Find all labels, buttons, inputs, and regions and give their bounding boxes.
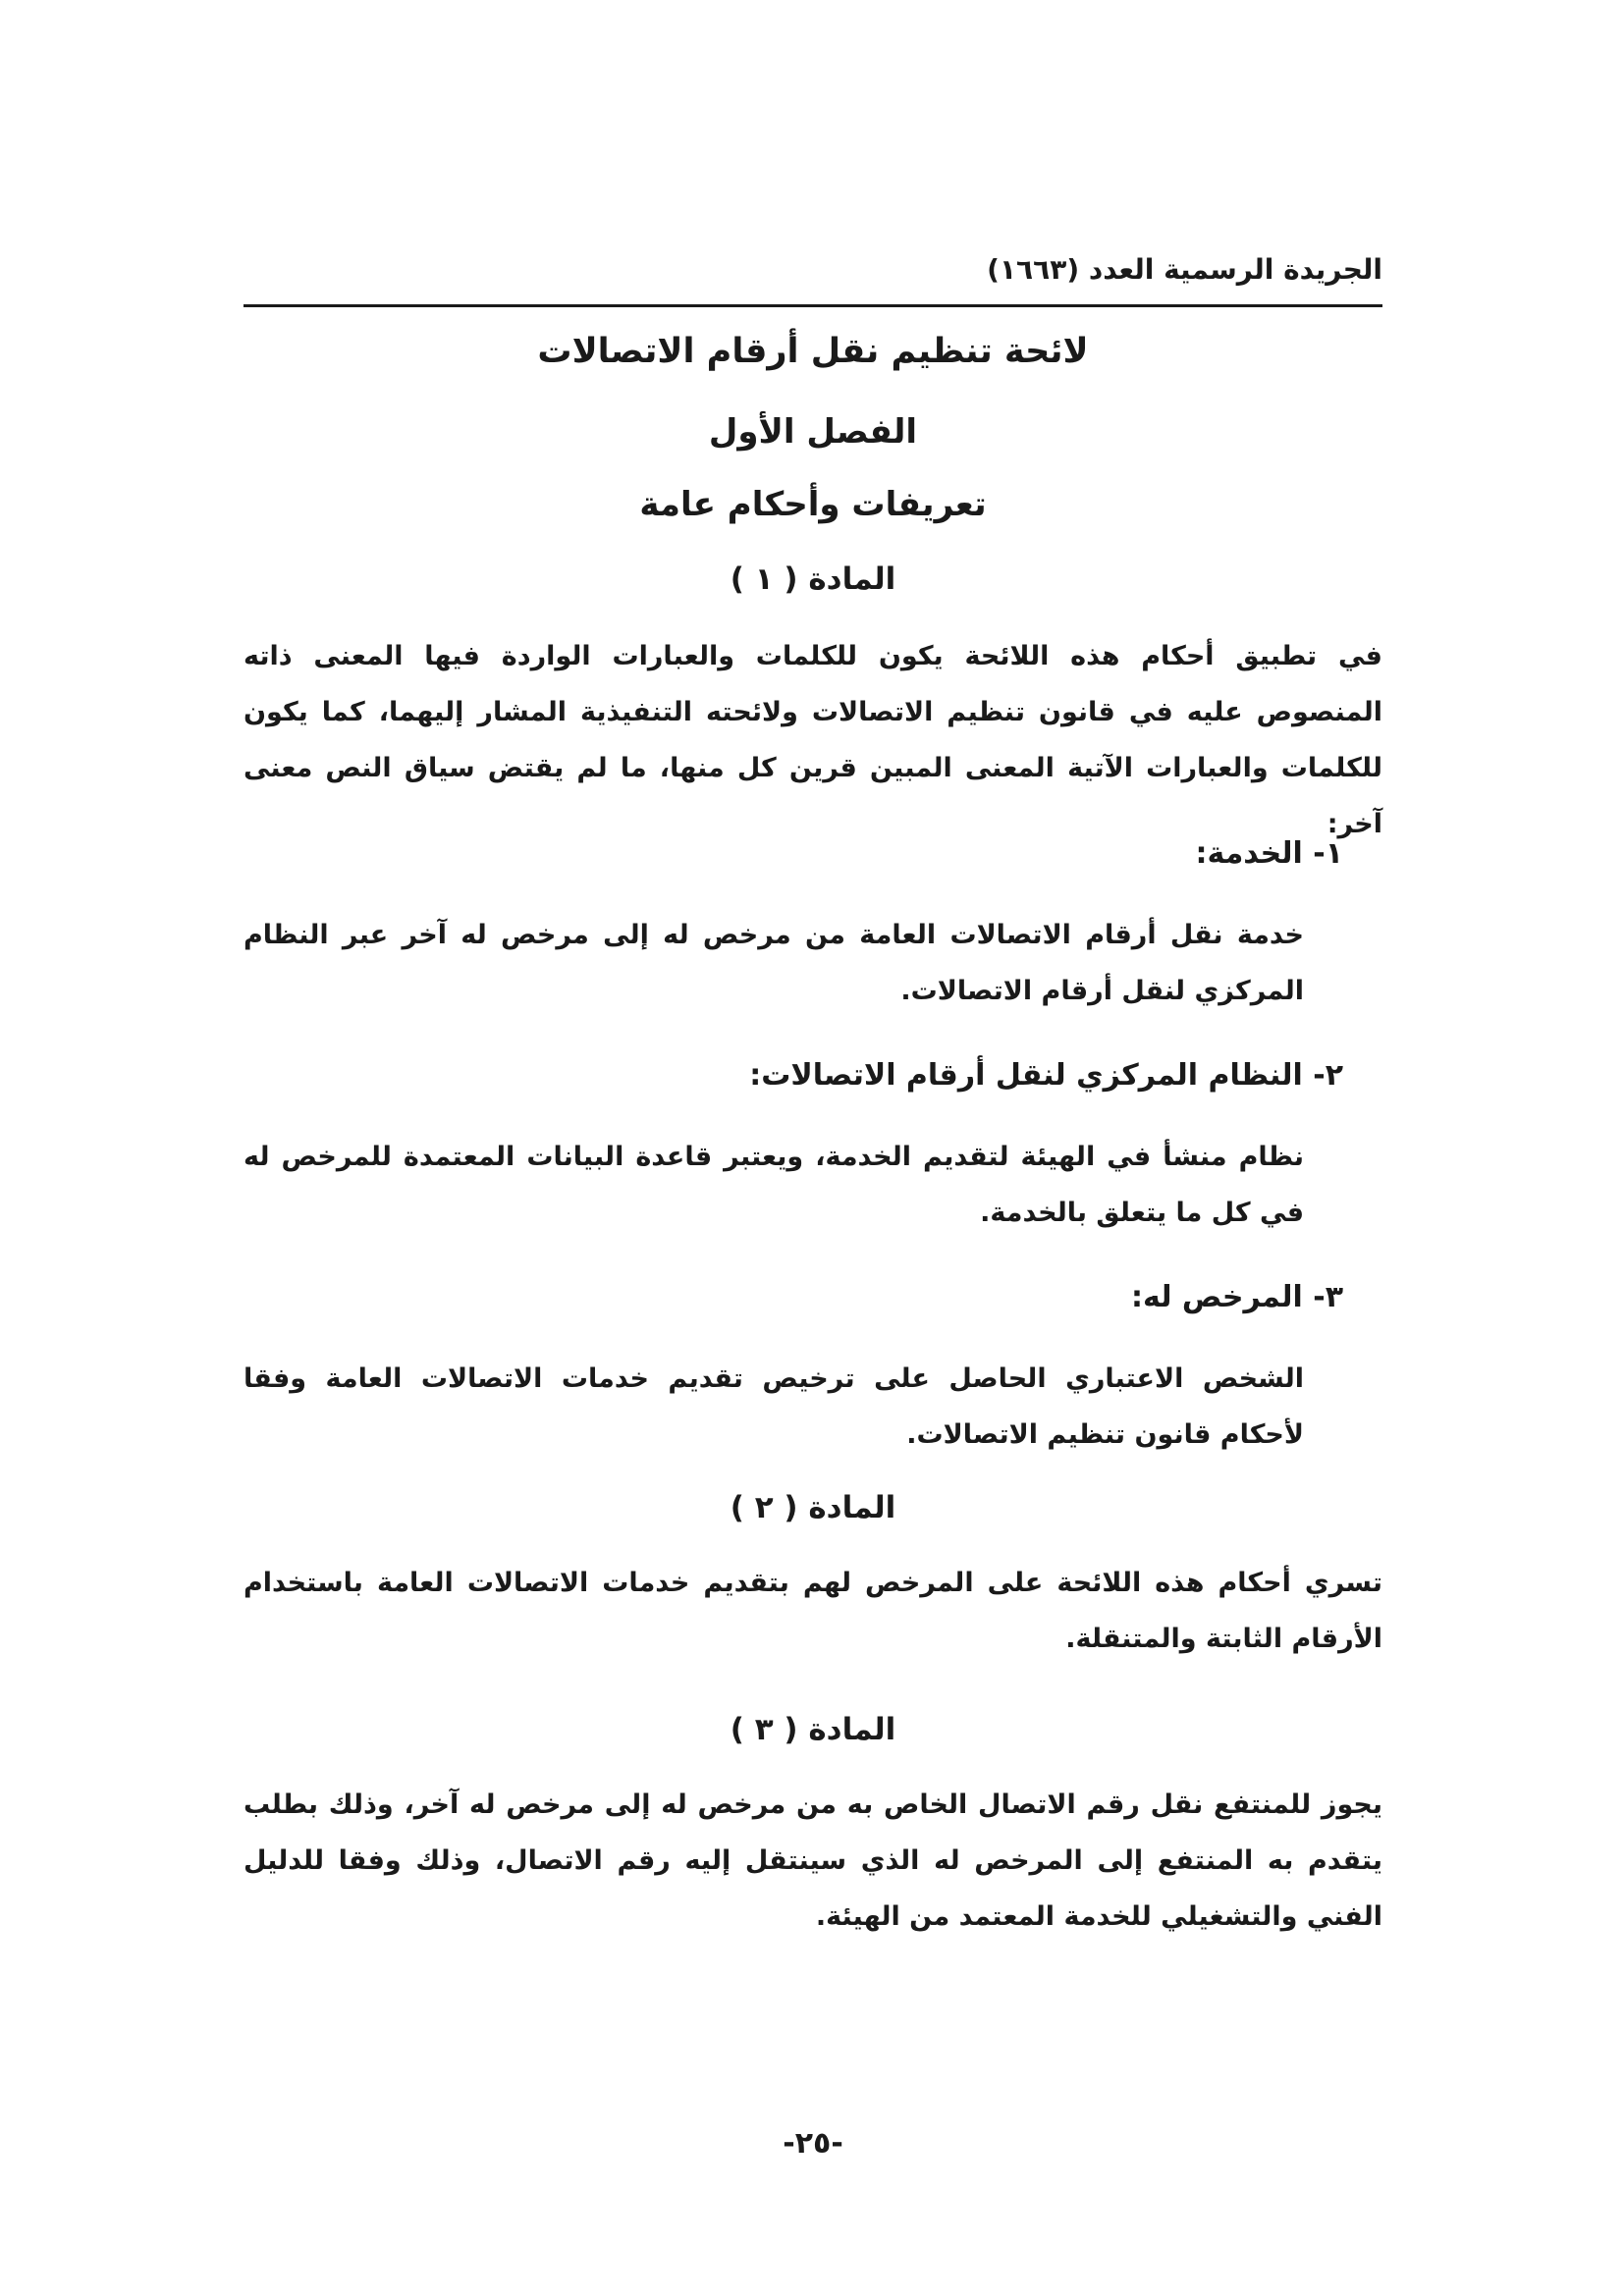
definition-term-licensee: ٣- المرخص له: [1131, 1280, 1343, 1314]
header-rule [244, 304, 1382, 307]
definition-body-service: خدمة نقل أرقام الاتصالات العامة من مرخص له إلى مرخص له آخر عبر النظام المركزي لنقل أرقام الاتصالات. [244, 920, 1304, 1006]
definition-term-central-system: ٢- النظام المركزي لنقل أرقام الاتصالات: [749, 1058, 1343, 1093]
chapter-heading: الفصل الأول [708, 412, 918, 452]
definition-term-service: ١- الخدمة: [1195, 836, 1343, 871]
article-2-heading: المادة ( ٢ ) [730, 1490, 896, 1525]
article-2-text: تسري أحكام هذه اللائحة على المرخص لهم بتقديم خدمات الاتصالات العامة باستخدام الأرقام الثابتة والمتنقلة. [244, 1568, 1382, 1654]
running-header: الجريدة الرسمية العدد (١٦٦٣) [987, 253, 1382, 286]
article-1-heading: المادة ( ١ ) [730, 561, 896, 597]
gazette-page [244, 0, 1382, 2296]
chapter-subtitle: تعريفات وأحكام عامة [639, 485, 987, 524]
article-1-text: في تطبيق أحكام هذه اللائحة يكون للكلمات والعبارات الواردة فيها المعنى ذاته المنصوص عليه في قانون تنظيم الاتصالات ولائحته التنفيذية المشار إليهما، كما يكون للكلمات والعبارات الآتية المعنى المبين قرين كل منها، ما لم يقتض سياق النص معنى آخر: [244, 641, 1382, 839]
page-number: -٢٥- [783, 2126, 843, 2161]
definition-body-licensee: الشخص الاعتباري الحاصل على ترخيص تقديم خدمات الاتصالات العامة وفقا لأحكام قانون تنظيم الاتصالات. [244, 1363, 1304, 1450]
definition-body-central-system: نظام منشأ في الهيئة لتقديم الخدمة، ويعتبر قاعدة البيانات المعتمدة للمرخص له في كل ما يتعلق بالخدمة. [244, 1142, 1304, 1228]
article-3-text: يجوز للمنتفع نقل رقم الاتصال الخاص به من مرخص له إلى مرخص له آخر، وذلك بطلب يتقدم به المنتفع إلى المرخص له الذي سينتقل إليه رقم الاتصال، وذلك وفقا للدليل الفني والتشغيلي للخدمة المعتمد من الهيئة. [244, 1789, 1382, 1932]
article-3-heading: المادة ( ٣ ) [730, 1712, 896, 1747]
regulation-title: لائحة تنظيم نقل أرقام الاتصالات [537, 332, 1089, 371]
